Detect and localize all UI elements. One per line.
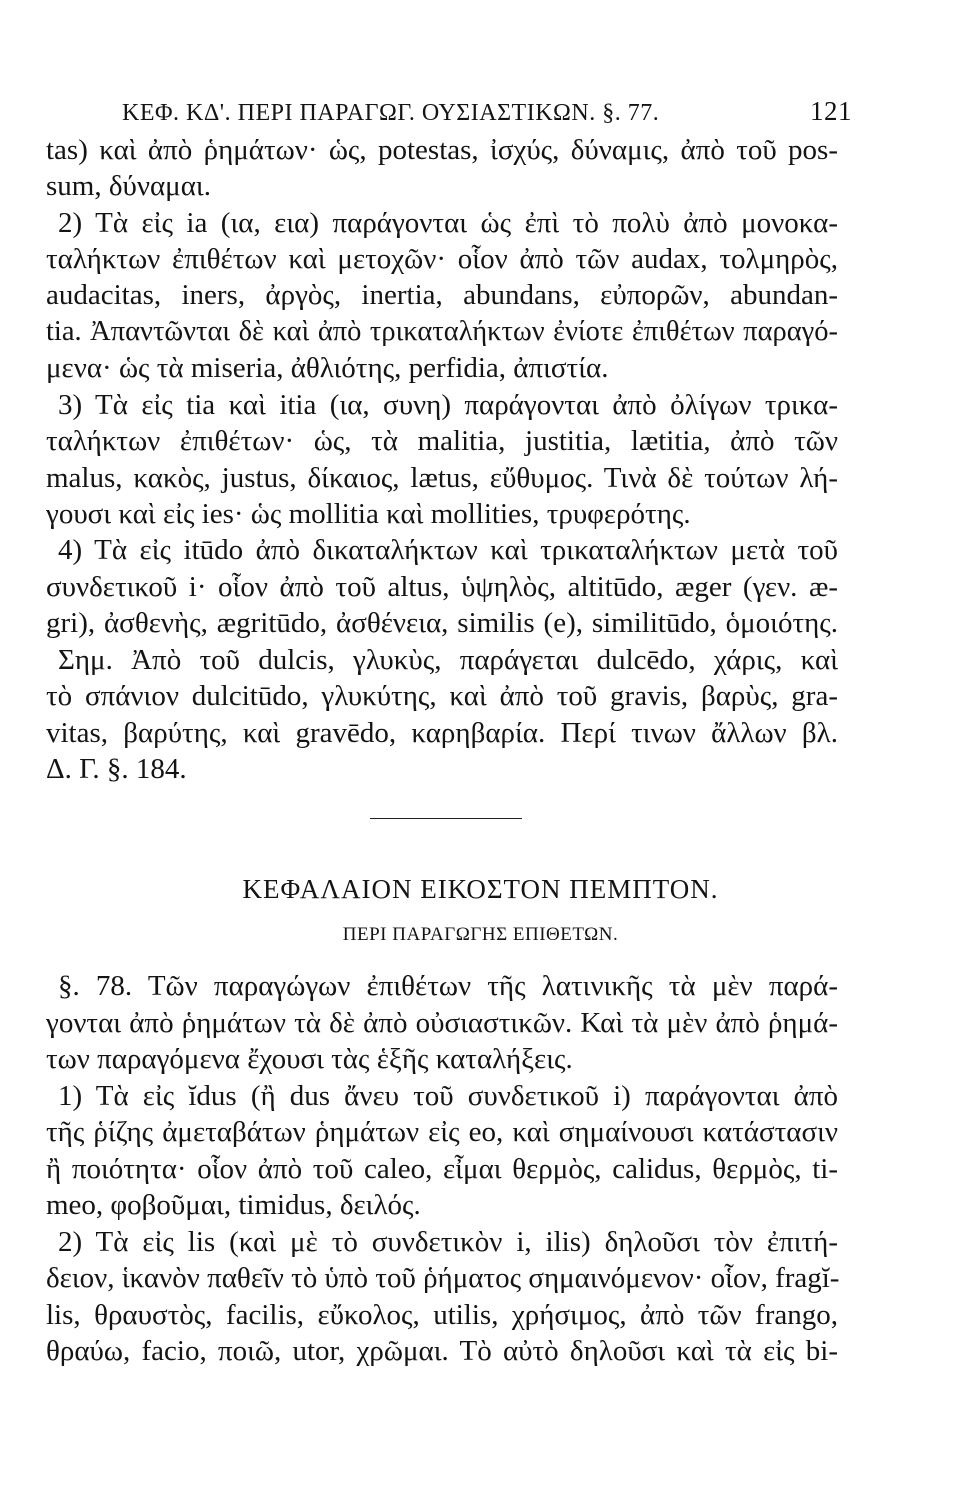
text-line: lis, θραυστὸς, facilis, εὔκολος, utilis, χρήσιμος, ἀπὸ τῶν frango, [46, 1299, 838, 1331]
text-line: γονται ἀπὸ ῥημάτων τὰ δὲ ἀπὸ οὐσιαστικῶν. Καὶ τὰ μὲν ἀπὸ ῥημά- [46, 1007, 838, 1039]
text-line: συνδετικοῦ i· οἷον ἀπὸ τοῦ altus, ὑψηλὸς, altitūdo, æger (γεν. æ- [46, 571, 838, 603]
text-line: tas) καὶ ἀπὸ ῥημάτων· ὡς, potestas, ἰσχύς, δύναμις, ἀπὸ τοῦ pos- [46, 134, 838, 166]
text-line: 2) Τὰ εἰς lis (καὶ μὲ τὸ συνδετικὸν i, ilis) δηλοῦσι τὸν ἐπιτή- [58, 1226, 838, 1258]
text-line: sum, δύναμαι. [46, 170, 211, 202]
text-line: ταλήκτων ἐπιθέτων καὶ μετοχῶν· οἷον ἀπὸ τῶν audax, τολμηρὸς, [46, 243, 838, 275]
text-line: των παραγόμενα ἔχουσι τὰς ἑξῆς καταλήξεις. [46, 1043, 573, 1075]
text-line: Σημ. Ἀπὸ τοῦ dulcis, γλυκὺς, παράγεται dulcēdo, χάρις, καὶ [58, 644, 838, 676]
text-line: 3) Τὰ εἰς tia καὶ itia (ια, συνη) παράγονται ἀπὸ ὀλίγων τρικα- [58, 389, 838, 421]
text-line: 2) Τὰ εἰς ia (ια, εια) παράγονται ὡς ἐπὶ τὸ πολὺ ἀπὸ μονοκα- [58, 207, 838, 239]
text-line: ταλήκτων ἐπιθέτων· ὡς, τὰ malitia, justitia, lætitia, ἀπὸ τῶν [46, 425, 838, 457]
text-line: malus, κακὸς, justus, δίκαιος, lætus, εὔθυμος. Τινὰ δὲ τούτων λή- [46, 462, 838, 494]
text-line: audacitas, iners, ἀργὸς, inertia, abundans, εὐπορῶν, abundan- [46, 279, 838, 311]
page-number: 121 [810, 96, 852, 126]
text-line: μενα· ὡς τὰ miseria, ἀθλιότης, perfidia, ἀπιστία. [46, 352, 609, 384]
running-header [122, 96, 852, 127]
text-line: τὸ σπάνιον dulcitūdo, γλυκύτης, καὶ ἀπὸ τοῦ gravis, βαρὺς, gra- [46, 680, 838, 712]
text-line: §. 78. Τῶν παραγώγων ἐπιθέτων τῆς λατινικῆς τὰ μὲν παρά- [58, 970, 838, 1002]
chapter-title: ΚΕΦΑΛΑΙΟΝ ΕΙΚΟΣΤΟΝ ΠΕΜΠΤΟΝ. [242, 874, 719, 904]
text-line: θραύω, facio, ποιῶ, utor, χρῶμαι. Τὸ αὐτὸ δηλοῦσι καὶ τὰ εἰς bi- [46, 1335, 838, 1367]
text-line: τῆς ῥίζης ἀμεταβάτων ῥημάτων εἰς eo, καὶ σημαίνουσι κατάστασιν [46, 1116, 838, 1148]
text-line: gri), ἀσθενὴς, ægritūdo, ἀσθένεια, similis (e), similitūdo, ὁμοιότης. [46, 607, 838, 639]
text-line: tia. Ἀπαντῶνται δὲ καὶ ἀπὸ τρικαταλήκτων ἐνίοτε ἐπιθέτων παραγό- [46, 316, 838, 347]
running-title: ΚΕΦ. ΚΔ'. ΠΕΡΙ ΠΑΡΑΓΩΓ. ΟΥΣΙΑΣΤΙΚΩΝ. §. 77. [122, 100, 660, 126]
text-line: vitas, βαρύτης, καὶ gravēdo, καρηβαρία. Περί τινων ἄλλων βλ. [46, 717, 838, 749]
text-line: meo, φοβοῦμαι, timidus, δειλός. [46, 1189, 421, 1221]
text-line: γουσι καὶ εἰς ies· ὡς mollitia καὶ mollities, τρυφερότης. [46, 498, 691, 530]
section-divider [370, 818, 522, 819]
text-line: δειον, ἱκανὸν παθεῖν τὸ ὑπὸ τοῦ ῥήματος σημαινόμενον· οἷον, fragĭ- [46, 1262, 840, 1294]
text-line: 4) Τὰ εἰς itūdo ἀπὸ δικαταλήκτων καὶ τρικαταλήκτων μετὰ τοῦ [58, 534, 838, 566]
text-line: 1) Τὰ εἰς ĭdus (ἢ dus ἄνευ τοῦ συνδετικοῦ i) παράγονται ἀπὸ [58, 1080, 838, 1112]
text-line: ἢ ποιότητα· οἷον ἀπὸ τοῦ caleo, εἶμαι θερμὸς, calidus, θερμὸς, ti- [46, 1153, 838, 1185]
chapter-subtitle: ΠΕΡΙ ΠΑΡΑΓΩΓΗΣ ΕΠΙΘΕΤΩΝ. [342, 924, 619, 945]
text-line: Δ. Γ. §. 184. [46, 753, 187, 785]
